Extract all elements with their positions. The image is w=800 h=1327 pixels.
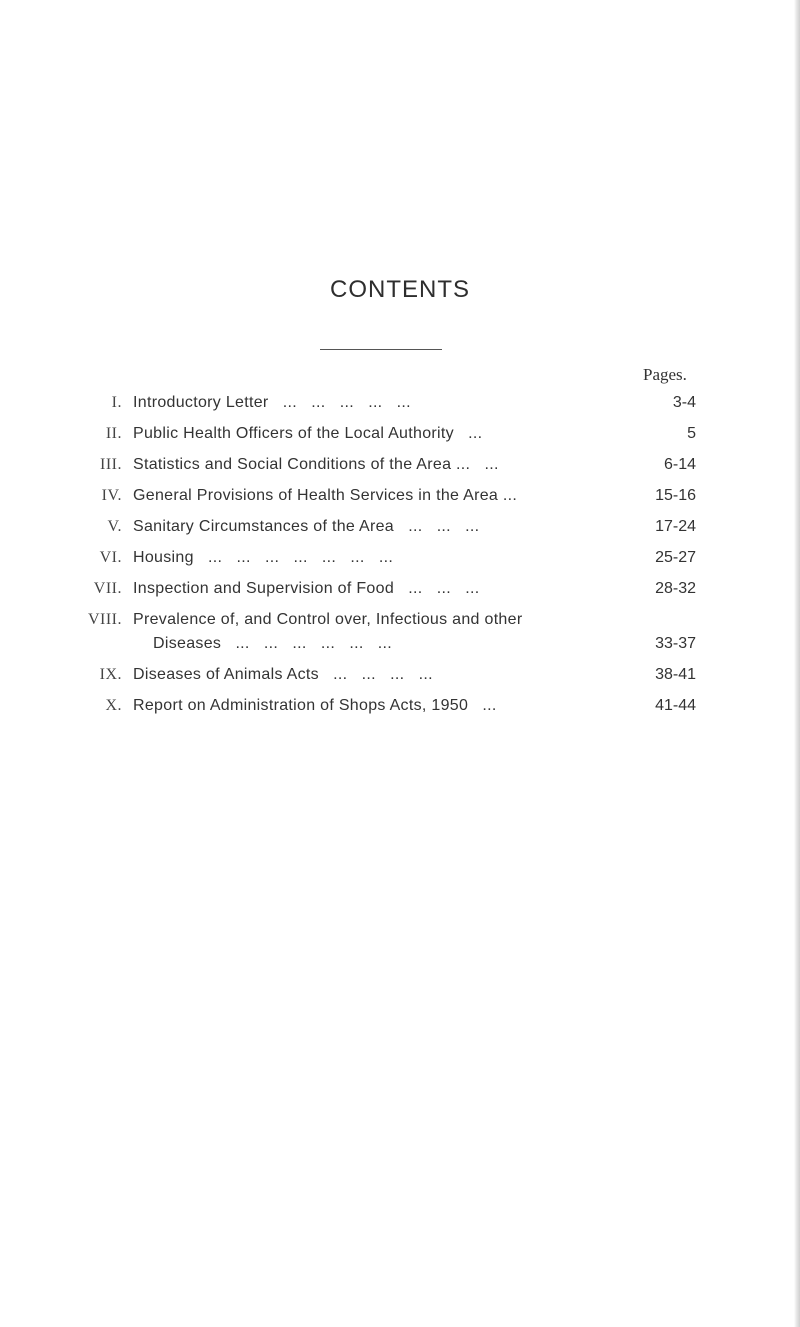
toc-entry-title: Prevalence of, and Control over, Infectious and other bbox=[133, 611, 523, 628]
toc-entry-pages: 15-16 bbox=[655, 487, 696, 504]
toc-entry-title: Diseases of Animals Acts ... ... ... ... bbox=[133, 666, 433, 683]
toc-entry[interactable] bbox=[0, 694, 800, 718]
toc-entry-number: IV. bbox=[101, 487, 122, 504]
toc-entry-title: Report on Administration of Shops Acts, 1950 ... bbox=[133, 697, 497, 714]
title-rule bbox=[320, 349, 442, 350]
toc-entry[interactable] bbox=[0, 484, 800, 508]
toc-entry-number: IX. bbox=[99, 666, 122, 683]
toc-entry-pages: 3-4 bbox=[672, 394, 696, 411]
toc-entry-pages: 38-41 bbox=[655, 666, 696, 683]
toc-entry-number: VI. bbox=[99, 549, 122, 566]
toc-entry-pages: 5 bbox=[687, 425, 696, 442]
toc-entry[interactable] bbox=[0, 546, 800, 570]
toc-entry-number: V. bbox=[107, 518, 122, 535]
toc-entry-number: X. bbox=[105, 697, 122, 714]
toc-entry-pages: 41-44 bbox=[655, 697, 696, 714]
toc-entry[interactable] bbox=[0, 608, 800, 663]
toc-entry[interactable] bbox=[0, 453, 800, 477]
toc-entry-pages: 33-37 bbox=[655, 635, 696, 652]
pages-column-header: Pages. bbox=[643, 365, 687, 384]
page-title: CONTENTS bbox=[330, 276, 470, 303]
toc-entry-pages: 6-14 bbox=[663, 456, 696, 473]
toc-entry-title: Housing ... ... ... ... ... ... ... bbox=[133, 549, 394, 566]
toc-entry[interactable] bbox=[0, 515, 800, 539]
toc-entry[interactable] bbox=[0, 391, 800, 415]
toc-entry-number: VIII. bbox=[87, 611, 122, 628]
toc-entry-title: Statistics and Social Conditions of the Area ... ... bbox=[133, 456, 499, 473]
toc-entry-title: Public Health Officers of the Local Authority ... bbox=[133, 425, 483, 442]
toc-entry-number: I. bbox=[111, 394, 122, 411]
toc-entry-pages: 25-27 bbox=[655, 549, 696, 566]
toc-entry-title: General Provisions of Health Services in the Area ... bbox=[133, 487, 518, 504]
toc-entry-pages: 17-24 bbox=[655, 518, 696, 535]
toc-entry[interactable] bbox=[0, 577, 800, 601]
toc-entry[interactable] bbox=[0, 663, 800, 687]
toc-entry-number: II. bbox=[105, 425, 122, 442]
toc-entry[interactable] bbox=[0, 422, 800, 446]
toc-entry-title: Inspection and Supervision of Food ... ... ... bbox=[133, 580, 480, 597]
toc-entry-number: III. bbox=[100, 456, 122, 473]
toc-entry-title: Sanitary Circumstances of the Area ... ... ... bbox=[133, 518, 480, 535]
toc-entry-number: VII. bbox=[93, 580, 122, 597]
toc-entry-title-continued: Diseases ... ... ... ... ... ... bbox=[153, 635, 393, 652]
toc-entry-title: Introductory Letter ... ... ... ... ... bbox=[133, 394, 411, 411]
toc-entry-pages: 28-32 bbox=[655, 580, 696, 597]
